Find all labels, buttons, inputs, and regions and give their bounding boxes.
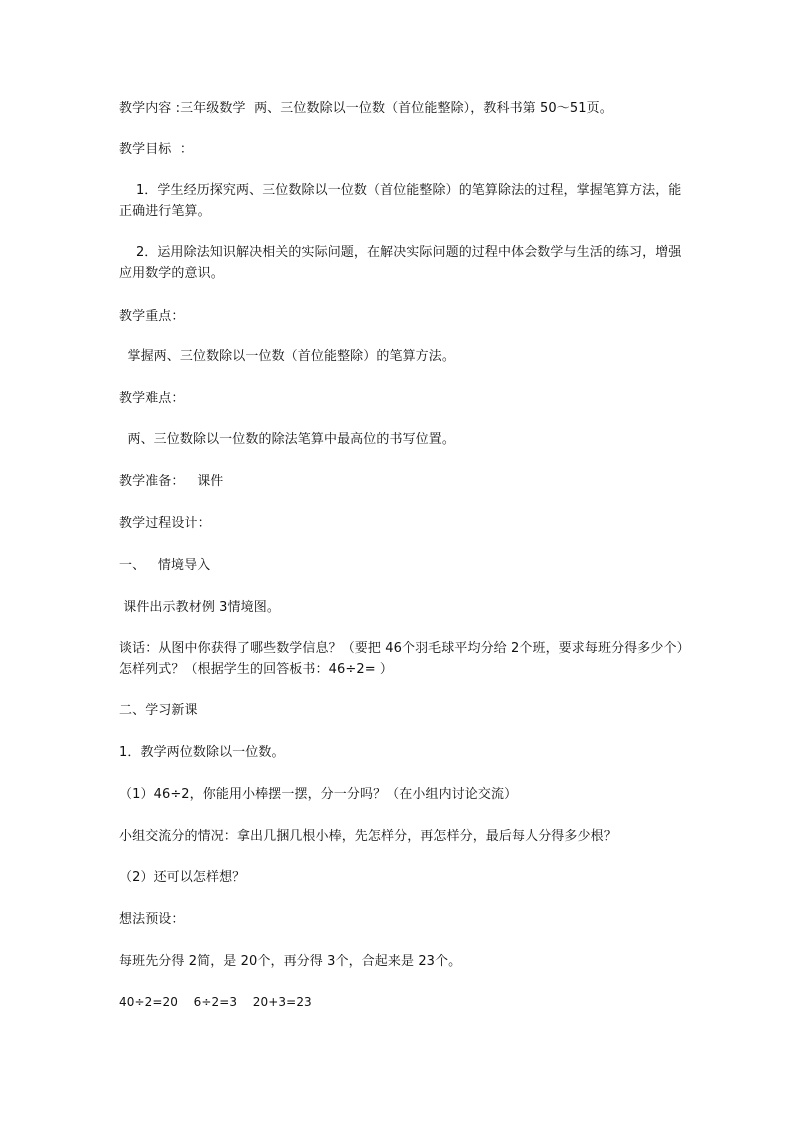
process-design-heading: 教学过程设计： [119, 516, 211, 531]
distribution-line: 每班先分得 2简，是 20个，再分得 3个，合起来是 23个。 [119, 954, 462, 969]
subsection-1-heading: 1．教学两位数除以一位数。 [119, 745, 285, 760]
teaching-content-line: 教学内容 :三年级数学 两、三位数除以一位数（首位能整除），教科书第 50～51页。 [119, 101, 613, 116]
group-exchange-line: 小组交流分的情况：拿出几捆几根小棒，先怎样分，再怎样分，最后每人分得多少根？ [119, 829, 617, 844]
goal-2-paragraph: 2．运用除法知识解决相关的实际问题，在解决实际问题的过程中体会数学与生活的练习，增强应用数学的意识。 [119, 245, 682, 281]
conversation-paragraph: 谈话：从图中你获得了哪些数学信息？（要把 46个羽毛球平均分给 2个班，要求每班分得多少个）怎样列式？（根据学生的回答板书：46÷2= ） [119, 641, 690, 677]
equations-line: 40÷2=20 6÷2=3 20+3=23 [119, 995, 312, 1009]
section-1-heading: 一、 情境导入 [119, 558, 211, 573]
key-points-text: 掌握两、三位数除以一位数（首位能整除）的笔算方法。 [119, 349, 455, 364]
difficult-points-text: 两、三位数除以一位数的除法笔算中最高位的书写位置。 [119, 432, 455, 447]
question-2-line: （2）还可以怎样想？ [119, 870, 246, 885]
teaching-goals-heading: 教学目标 ： [119, 142, 193, 157]
preparation-line: 教学准备： 课件 [119, 474, 224, 489]
presupposition-heading: 想法预设： [119, 912, 185, 927]
difficult-points-heading: 教学难点： [119, 391, 185, 406]
question-1-line: （1）46÷2，你能用小棒摆一摆，分一分吗？（在小组内讨论交流） [119, 787, 518, 802]
section-2-heading: 二、学习新课 [119, 703, 198, 718]
courseware-line: 课件出示教材例 3情境图。 [119, 600, 280, 615]
goal-1-paragraph: 1．学生经历探究两、三位数除以一位数（首位能整除）的笔算除法的过程，掌握笔算方法，能正确进行笔算。 [119, 183, 682, 219]
key-points-heading: 教学重点： [119, 309, 185, 324]
